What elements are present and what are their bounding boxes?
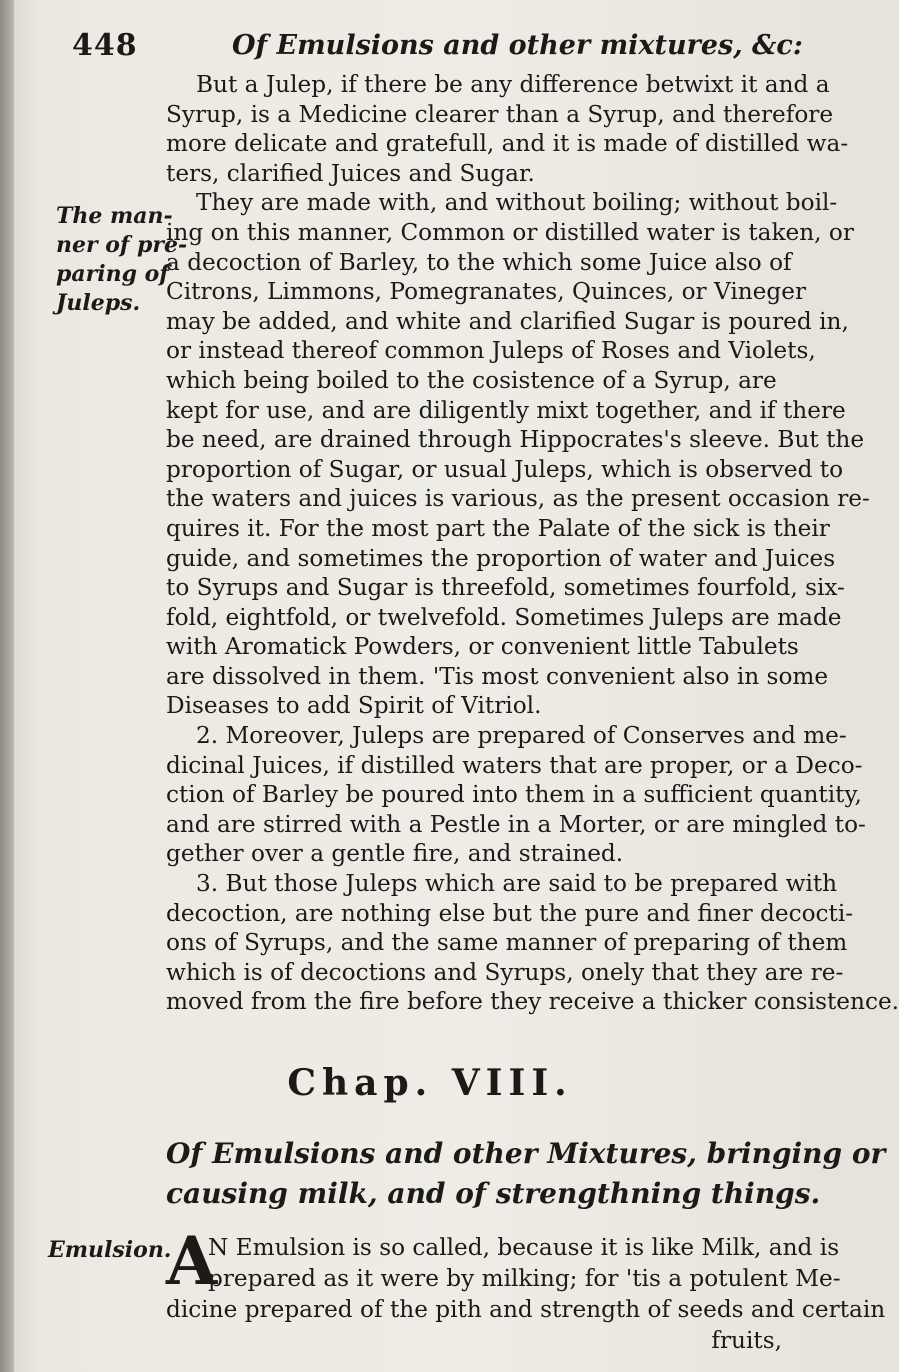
text-line: Citrons, Limmons, Pomegranates, Quinces, or Vineger bbox=[166, 278, 807, 306]
subtitle-line: causing milk, and of strengthning things. bbox=[166, 1177, 821, 1210]
running-title: Of Emulsions and other mixtures, &c: bbox=[232, 30, 803, 61]
text-line: dicine prepared of the pith and strength of seeds and certain bbox=[166, 1296, 886, 1323]
margin-note-line: Juleps. bbox=[56, 290, 141, 316]
text-line: be need, are drained through Hippocrates's sleeve. But the bbox=[166, 426, 865, 454]
text-line: gether over a gentle fire, and strained. bbox=[166, 840, 624, 868]
text-line: more delicate and gratefull, and it is made of distilled wa- bbox=[166, 130, 849, 158]
text-line: moved from the fire before they receive a thicker consistence. bbox=[166, 988, 899, 1016]
text-line: quires it. For the most part the Palate of the sick is their bbox=[166, 514, 830, 542]
page-number: 448 bbox=[72, 28, 138, 63]
text-line: They are made with, and without boiling; without boil- bbox=[196, 189, 838, 217]
text-line: decoction, are nothing else but the pure and finer decocti- bbox=[166, 899, 854, 927]
body-text bbox=[166, 70, 899, 1017]
text-line: a decoction of Barley, to the which some Juice also of bbox=[166, 248, 792, 276]
text-line: to Syrups and Sugar is threefold, sometimes fourfold, six- bbox=[166, 574, 845, 602]
margin-note-line: ner of pre- bbox=[56, 232, 188, 258]
text-line: with Aromatick Powders, or convenient little Tabulets bbox=[166, 633, 799, 661]
emulsion-paragraph bbox=[166, 1222, 886, 1356]
text-line: kept for use, and are diligently mixt together, and if there bbox=[166, 396, 846, 424]
text-line: fold, eightfold, or twelvefold. Sometimes Juleps are made bbox=[166, 603, 842, 631]
text-line: or instead thereof common Juleps of Roses and Violets, bbox=[166, 337, 816, 365]
chapter-heading: Chap. VIII. bbox=[287, 1062, 573, 1104]
text-line: fruits, bbox=[711, 1327, 782, 1354]
text-line: ction of Barley be poured into them in a sufficient quantity, bbox=[166, 781, 862, 809]
margin-note-line: paring of bbox=[56, 261, 169, 287]
text-line: guide, and sometimes the proportion of water and Juices bbox=[166, 544, 836, 572]
text-line: Syrup, is a Medicine clearer than a Syrup, and therefore bbox=[166, 100, 834, 128]
text-line: may be added, and white and clarified Sugar is poured in, bbox=[166, 307, 849, 335]
book-spine-shadow bbox=[0, 0, 14, 1372]
margin-note-emulsion: Emulsion. bbox=[48, 1237, 172, 1263]
subtitle-line: Of Emulsions and other Mixtures, bringing or bbox=[166, 1137, 886, 1170]
text-line: 2. Moreover, Juleps are prepared of Conserves and me- bbox=[196, 722, 847, 750]
text-line: and are stirred with a Pestle in a Morter, or are mingled to- bbox=[166, 810, 866, 838]
chapter-subtitle bbox=[166, 1134, 886, 1214]
text-line: are dissolved in them. 'Tis most convenient also in some bbox=[166, 662, 829, 690]
text-line: ing on this manner, Common or distilled water is taken, or bbox=[166, 218, 854, 246]
text-line: which is of decoctions and Syrups, onely that they are re- bbox=[166, 958, 844, 986]
text-line: prepared as it were by milking; for 'tis a potulent Me- bbox=[208, 1265, 841, 1292]
text-line: which being boiled to the cosistence of a Syrup, are bbox=[166, 366, 777, 394]
text-line: ters, clarified Juices and Sugar. bbox=[166, 159, 535, 187]
text-line: 3. But those Juleps which are said to be prepared with bbox=[196, 870, 838, 898]
margin-note-line: The man- bbox=[56, 203, 173, 229]
drop-cap: A bbox=[166, 1222, 218, 1300]
text-line: But a Julep, if there be any difference betwixt it and a bbox=[196, 71, 830, 98]
text-line: N Emulsion is so called, because it is like Milk, and is bbox=[208, 1234, 840, 1261]
text-line: dicinal Juices, if distilled waters that are proper, or a Deco- bbox=[166, 751, 863, 779]
text-line: ons of Syrups, and the same manner of preparing of them bbox=[166, 929, 848, 957]
text-line: Diseases to add Spirit of Vitriol. bbox=[166, 692, 542, 720]
text-line: proportion of Sugar, or usual Juleps, which is observed to bbox=[166, 455, 844, 483]
text-line: the waters and juices is various, as the present occasion re- bbox=[166, 485, 870, 513]
running-header bbox=[72, 28, 803, 68]
